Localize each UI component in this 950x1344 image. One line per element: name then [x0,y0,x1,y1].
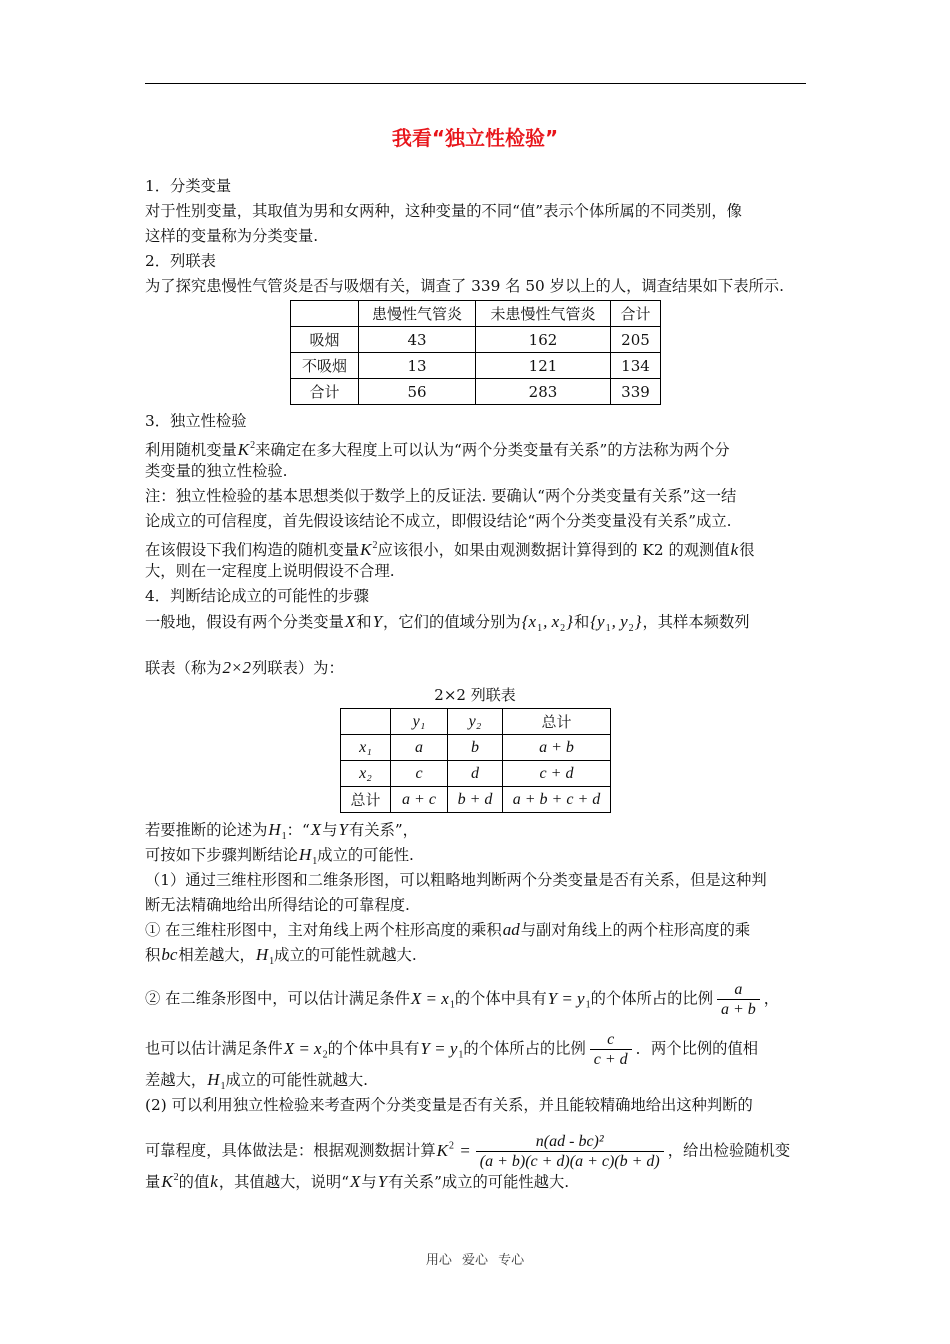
text-run: 的个体中具有 [454,989,547,1008]
fraction-numerator: a [734,981,743,998]
math-symbol: H [255,945,269,964]
text-run: 成立的可能性就越大. [274,946,417,964]
math-symbol: {y [590,612,605,631]
math-symbol: X [344,612,356,631]
text-run: 相差越大， [178,946,255,964]
text-run: 类变量的独立性检验. [145,462,288,480]
math-subscript: 1 [269,956,275,967]
text-line [145,895,410,915]
table-cell: 205 [611,327,661,353]
math-symbol: K [436,1140,448,1160]
text-line [145,276,784,296]
table-cell: 283 [476,379,611,405]
text-run: 一般地，假设有两个分类变量 [145,613,344,631]
text-line [145,486,736,506]
math-subscript: 1 [458,1049,464,1061]
table2-caption: 2×2 列联表 [434,686,516,704]
text-run: 列联表）为： [251,659,344,677]
text-line [145,176,231,196]
text-run: ，它们的值域分别为 [383,613,521,631]
text-line [145,658,344,678]
text-run: ：“ [286,821,310,839]
fraction-denominator: c + d [590,1049,632,1069]
two-by-two-contingency-table [340,708,611,813]
text-run: 应该很小，如果由观测数据计算得到的 K2 的观测值 [377,541,730,559]
math-subscript: 1 [281,831,287,842]
text-run: 的个体所占的比例 [590,989,713,1008]
table-cell: 56 [359,379,476,405]
text-line [145,586,369,606]
text-line [145,511,732,531]
text-run: 和 [573,613,590,631]
table-cell: 不吸烟 [291,353,359,379]
table-row [291,353,661,379]
text-run: 量 [145,1173,161,1191]
math-symbol: Y [338,820,348,839]
text-line [145,461,288,481]
fraction-numerator: n(ad - bc)² [535,1133,604,1150]
text-run: 来确定在多大程度上可以认为“两个分类变量有关系”的方法称为两个分 [255,441,730,459]
fraction-numerator: c [607,1031,615,1048]
math-symbol: H [268,820,281,839]
table-cell [341,709,391,735]
table-row [291,379,661,405]
text-run: ，给出检验随机变 [667,1141,791,1160]
text-line [145,226,318,246]
text-run: 论成立的可信程度，首先假设该结论不成立，即假设结论“两个分类变量没有关系”成立. [145,512,732,530]
text-run: 注：独立性检验的基本思想类似于数学上的反证法. 要确认“两个分类变量有关系”这一结 [145,487,737,505]
math-symbol: } [634,612,642,631]
math-subscript: 1 [537,623,543,634]
text-run: 很 [739,541,755,559]
table-header-row [341,709,611,735]
math-symbol: , y [611,612,628,631]
text-run: 与 [361,1173,377,1191]
text-run: (2) 可以利用独立性检验来考查两个分类变量是否有关系，并且能较精确地给出这种判断的 [145,1096,753,1114]
math-symbol: K [237,440,250,459]
table-cell: a [391,735,448,761]
table-cell: 121 [476,353,611,379]
table-cell: 合计 [291,379,359,405]
text-line [145,1030,758,1069]
math-fraction [717,980,760,1019]
text-run: 大，则在一定程度上说明假设不合理. [145,562,395,580]
text-run: 4．判断结论成立的可能性的步骤 [145,587,369,605]
math-symbol: k [210,1172,218,1191]
math-symbol: H [207,1070,220,1089]
table-cell: x₂ [341,761,391,787]
text-run: 的个体中具有 [327,1039,420,1058]
math-symbol: K [360,540,372,559]
table-cell: b + d [448,787,503,813]
math-symbol: X [350,1172,361,1191]
text-line [145,436,730,460]
table-cell: c + d [503,761,611,787]
table-cell: 13 [359,353,476,379]
table-cell [291,301,359,327]
text-run: ，其样本频数列 [642,613,750,631]
math-symbol: Y [372,612,383,631]
table-cell: c [391,761,448,787]
math-symbol: X [310,820,322,839]
page-footer: 用心 爱心 专心 [425,1253,525,1268]
table-cell: 43 [359,327,476,353]
text-run: ② 在二维条形图中，可以估计满足条件 [145,989,410,1008]
text-line [145,201,742,221]
table-cell: 总计 [341,787,391,813]
math-subscript: 1 [605,623,611,634]
table-cell: a + b + c + d [503,787,611,813]
math-subscript: 2 [322,1049,328,1061]
math-subscript: 2 [560,623,566,634]
table-cell: 合计 [611,301,661,327]
text-line [145,536,755,560]
table-cell: 339 [611,379,661,405]
math-symbol: K [161,1172,173,1191]
math-superscript: 2 [449,1140,454,1152]
math-symbol: Y [377,1172,388,1191]
text-run: 这样的变量称为分类变量. [145,227,319,245]
math-symbol: = [455,1140,471,1160]
math-symbol: H [298,845,312,864]
math-fraction [590,1030,632,1069]
table-cell: 162 [476,327,611,353]
text-run: 利用随机变量 [145,441,237,459]
text-run: ．两个比例的值相 [635,1039,759,1058]
text-run: 有关系”， [348,821,418,839]
text-line [145,1070,368,1097]
header-rule [145,83,806,84]
text-line [145,1168,569,1192]
smoking-contingency-table [290,300,661,405]
math-symbol: k [730,540,739,559]
table-cell: 吸烟 [291,327,359,353]
text-line [145,612,750,639]
table-cell: x₁ [341,735,391,761]
text-line [145,1132,790,1171]
math-symbol: , x [543,612,560,631]
math-symbol: Y = y [420,1038,458,1058]
text-line [145,251,216,271]
text-line [145,980,779,1019]
table-row [341,735,611,761]
table-row [291,327,661,353]
text-line [145,920,750,940]
text-run: 也可以估计满足条件 [145,1039,283,1058]
text-run: ，其值越大，说明“ [218,1173,350,1191]
text-run: 对于性别变量，其取值为男和女两种，这种变量的不同“值”表示个体所属的不同类别，像 [145,202,742,220]
text-run: 成立的可能性. [317,846,414,864]
fraction-denominator: a + b [717,999,760,1019]
text-run: 在该假设下我们构造的随机变量 [145,541,360,559]
table-cell: 未患慢性气管炎 [476,301,611,327]
text-run: 与副对角线上的两个柱形高度的乘 [520,921,751,939]
math-superscript: 2 [372,540,378,551]
math-symbol: } [566,612,573,631]
text-line [145,1095,753,1115]
text-run: 可靠程度，具体做法是：根据观测数据计算 [145,1141,436,1160]
text-run: 与 [322,821,338,839]
table-cell: b [448,735,503,761]
math-subscript: 1 [585,999,591,1011]
table-cell: d [448,761,503,787]
text-line [145,870,767,890]
math-symbol: {x [521,612,537,631]
table-cell: 134 [611,353,661,379]
table-cell: a + c [391,787,448,813]
text-run: 积 [145,946,161,964]
text-line [145,945,417,972]
math-subscript: 2 [628,623,634,634]
math-symbol: X = x [283,1038,322,1058]
text-run: 成立的可能性就越大. [225,1071,369,1089]
text-run: 差越大， [145,1071,207,1089]
text-run: 3．独立性检验 [145,412,247,430]
text-run: 1．分类变量 [145,177,232,195]
text-line [145,845,414,872]
table-row [341,761,611,787]
text-run: ① 在三维柱形图中，主对角线上两个柱形高度的乘积 [145,921,502,939]
text-line [145,561,395,581]
table-cell: y₁ [391,709,448,735]
table-header-row [291,301,661,327]
math-symbol: ad [502,920,520,939]
math-subscript: 1 [220,1081,226,1092]
fraction-denominator: (a + b)(c + d)(a + c)(b + d) [476,1151,664,1171]
table-cell: y₂ [448,709,503,735]
text-run: 的值 [178,1173,210,1191]
text-run: 的个体所占的比例 [463,1039,586,1058]
text-run: 有关系”成立的可能性越大. [388,1173,570,1191]
document-title: 我看“独立性检验” [391,126,559,150]
math-fraction [476,1132,664,1171]
table-row [341,787,611,813]
text-run: 若要推断的论述为 [145,821,268,839]
table-cell: 患慢性气管炎 [359,301,476,327]
table-cell: a + b [503,735,611,761]
text-run: （1）通过三维柱形图和二维条形图，可以粗略地判断两个分类变量是否有关系，但是这种判 [145,871,767,889]
math-symbol: X = x [410,988,449,1008]
math-subscript: 1 [312,856,318,867]
math-superscript: 2 [173,1172,179,1183]
text-run: 2．列联表 [145,252,216,270]
text-run: 和 [356,613,372,631]
table-cell: 总计 [503,709,611,735]
text-line [145,411,247,431]
math-subscript: 1 [449,999,455,1011]
math-symbol: Y = y [547,988,585,1008]
text-run: 为了探究患慢性气管炎是否与吸烟有关，调查了 339 名 50 岁以上的人，调查结果如下表所示. [145,277,784,295]
text-run: 联表（称为 [145,659,222,677]
math-superscript: 2 [250,440,256,451]
text-line [145,820,418,847]
text-run: 断无法精确地给出所得结论的可靠程度. [145,896,410,914]
text-run: ， [763,989,780,1008]
math-symbol: bc [161,945,178,964]
text-run: 可按如下步骤判断结论 [145,846,298,864]
math-symbol: 2×2 [222,658,251,677]
